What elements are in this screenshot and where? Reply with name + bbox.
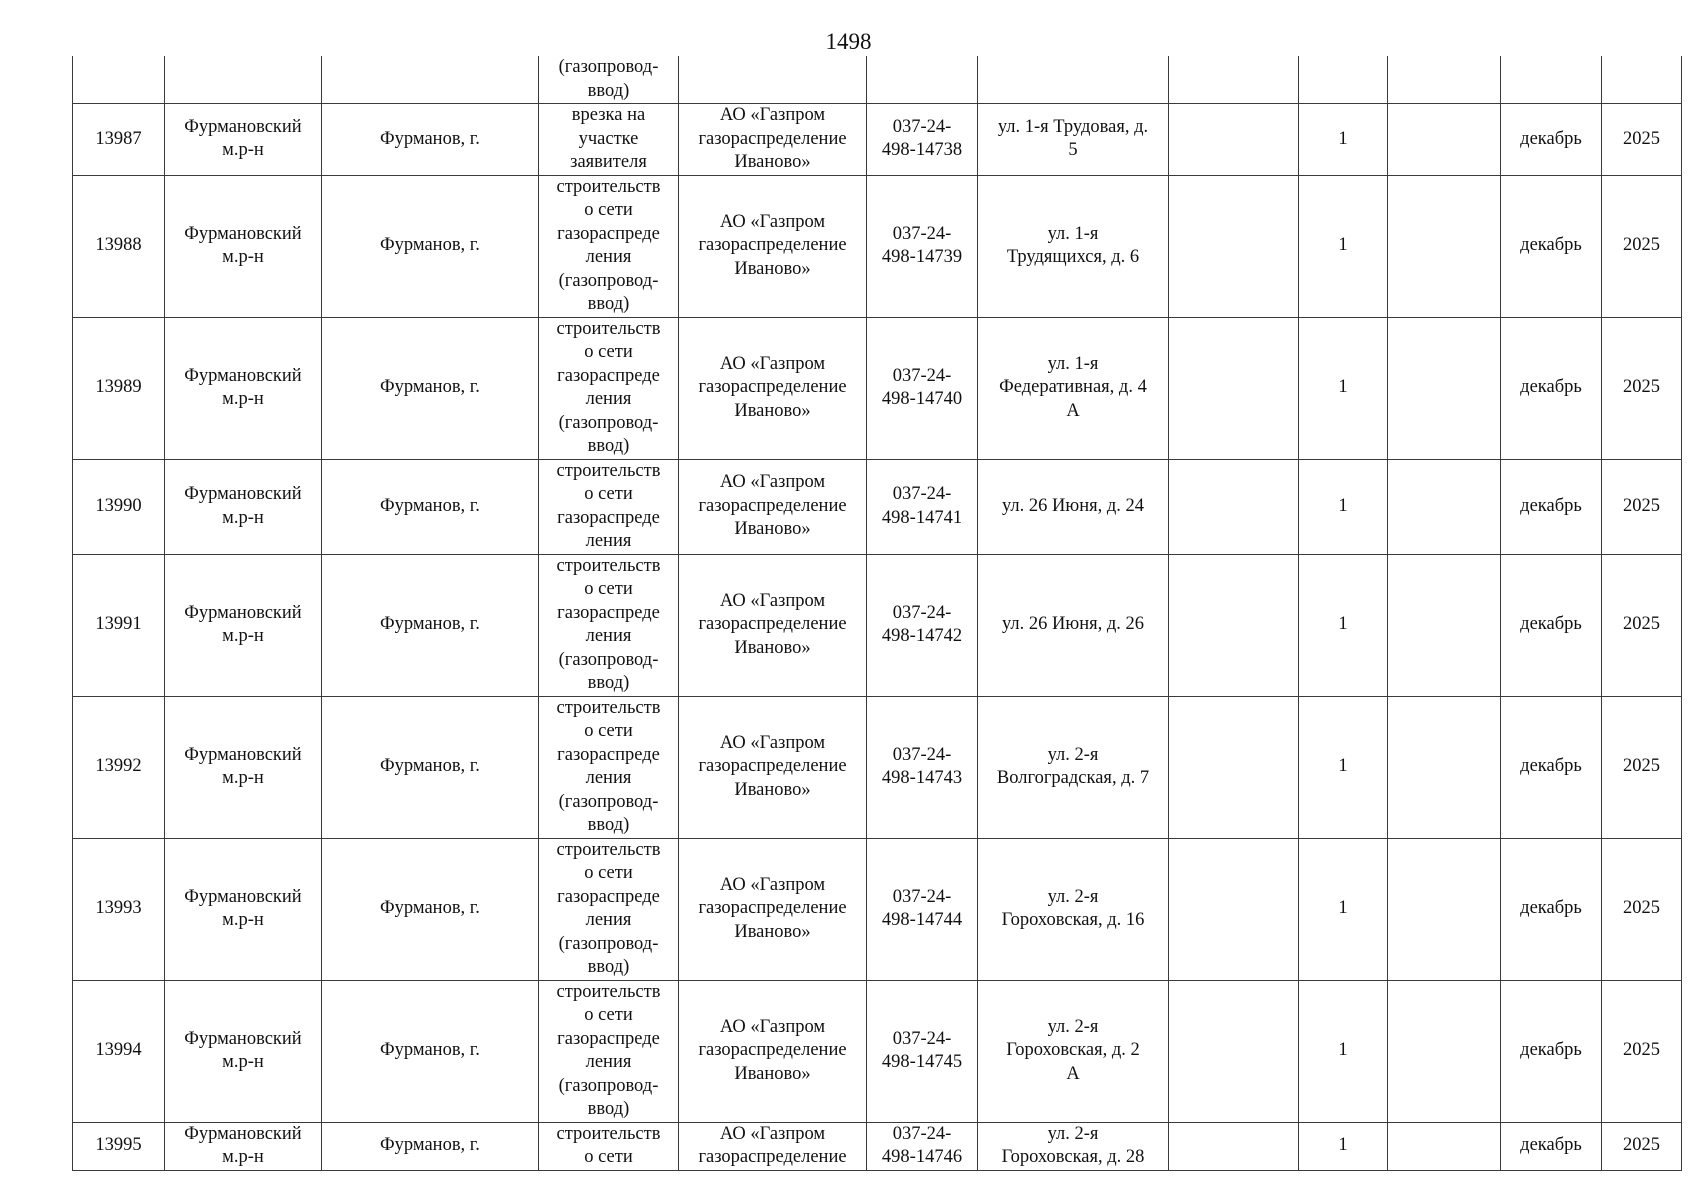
cell-work-type-line: газораспреде: [557, 1028, 660, 1049]
cell-code-line: 498-14739: [881, 247, 963, 267]
cell-address-line: А: [1066, 1063, 1080, 1084]
table-row: [73, 696, 1682, 838]
cell-organization-line: АО «Газпром: [719, 353, 826, 374]
cell-work-type: [539, 554, 679, 696]
cell-organization-line: газораспределение: [698, 1040, 847, 1061]
cell-code-line: 037-24-: [892, 223, 952, 244]
cell-code: [867, 459, 978, 554]
cell-work-type-line: (газопровод-: [558, 57, 659, 77]
cell-address: [978, 696, 1169, 838]
cell-code: [867, 175, 978, 317]
cell-locality: Фурманов, г.: [322, 838, 539, 980]
cell-number: 13992: [73, 696, 165, 838]
cell-organization-line: Иваново»: [734, 637, 811, 658]
cell-work-type-line: строительств: [556, 839, 661, 860]
cell-work-type-line: газораспреде: [557, 744, 660, 765]
cell-code-line: 037-24-: [892, 116, 952, 137]
cell-organization-line: АО «Газпром: [719, 472, 826, 493]
cell-code-line: 498-14742: [881, 626, 963, 646]
cell-work-type-line: (газопровод-: [558, 933, 659, 954]
cell-locality: Фурманов, г.: [322, 1122, 539, 1170]
cell-col10: [1388, 554, 1501, 696]
cell-organization-line: газораспределение: [698, 495, 847, 516]
cell-code-line: 498-14744: [881, 910, 963, 930]
cell-district-line: Фурмановский: [184, 365, 302, 386]
cell-month: декабрь: [1501, 459, 1602, 554]
cell-code-line: 498-14745: [881, 1052, 963, 1072]
cell-code-line: 037-24-: [892, 365, 952, 386]
cell-address-line: ул. 2-я: [1047, 1016, 1099, 1037]
cell-district: [165, 838, 322, 980]
cell-year: 2025: [1602, 1122, 1682, 1170]
cell-month: декабрь: [1501, 1122, 1602, 1170]
cell-work-type-line: заявителя: [570, 152, 647, 172]
cell-address-line: ул. 1-я: [1047, 353, 1099, 374]
cell-empty: [165, 56, 322, 104]
cell-organization-line: АО «Газпром: [719, 732, 826, 753]
cell-col8: [1169, 838, 1299, 980]
cell-col8: [1169, 980, 1299, 1122]
cell-work-type: [539, 1122, 679, 1170]
cell-empty: [978, 56, 1169, 104]
cell-work-type-line: о сети: [584, 1147, 633, 1167]
cell-organization-line: газораспределение: [698, 235, 847, 256]
cell-col10: [1388, 104, 1501, 176]
cell-address-line: ул. 1-я: [1047, 223, 1099, 244]
cell-district-line: Фурмановский: [184, 886, 302, 907]
cell-col8: [1169, 1122, 1299, 1170]
cell-work-type-line: строительств: [556, 460, 661, 481]
cell-col10: [1388, 317, 1501, 459]
cell-number: 13988: [73, 175, 165, 317]
cell-work-type: [539, 838, 679, 980]
cell-district-line: Фурмановский: [184, 744, 302, 765]
cell-work-type-line: строительств: [556, 1123, 661, 1144]
cell-work-type-line: о сети: [584, 484, 633, 504]
cell-locality: Фурманов, г.: [322, 696, 539, 838]
cell-code-line: 037-24-: [892, 744, 952, 765]
register-table: [72, 56, 1682, 1171]
cell-district-line: м.р-н: [222, 1052, 264, 1072]
table-body: [73, 56, 1682, 1170]
cell-number: 13993: [73, 838, 165, 980]
cell-organization-line: Иваново»: [734, 779, 811, 800]
cell-address-line: 5: [1068, 140, 1078, 161]
cell-month: декабрь: [1501, 554, 1602, 696]
cell-col8: [1169, 175, 1299, 317]
cell-number: 13991: [73, 554, 165, 696]
cell-address-line: Федеративная, д. 4: [999, 377, 1147, 398]
cell-work-type-line: газораспреде: [557, 365, 660, 386]
cell-month: декабрь: [1501, 317, 1602, 459]
table-row: [73, 1122, 1682, 1170]
cell-empty: [1501, 56, 1602, 104]
table-row: [73, 317, 1682, 459]
cell-address-line: Гороховская, д. 2: [1006, 1040, 1140, 1061]
cell-code-line: 037-24-: [892, 1028, 952, 1049]
cell-organization: [679, 459, 867, 554]
cell-year: 2025: [1602, 459, 1682, 554]
cell-year: 2025: [1602, 696, 1682, 838]
cell-col10: [1388, 1122, 1501, 1170]
cell-work-type-line: ления: [585, 768, 632, 788]
table-row-continuation: [73, 56, 1682, 104]
cell-district-line: м.р-н: [222, 768, 264, 788]
cell-work-type-line: о сети: [584, 200, 633, 220]
cell-empty: [73, 56, 165, 104]
cell-address: [978, 1122, 1169, 1170]
cell-empty: [679, 56, 867, 104]
cell-work-type-line: ления: [585, 1052, 632, 1072]
cell-organization-line: АО «Газпром: [719, 874, 826, 895]
cell-district: [165, 1122, 322, 1170]
cell-address: [978, 104, 1169, 176]
cell-number: 13995: [73, 1122, 165, 1170]
cell-work-type-line: (газопровод-: [558, 649, 659, 670]
cell-col10: [1388, 838, 1501, 980]
cell-district-line: Фурмановский: [184, 1028, 302, 1049]
cell-work-type-line: ления: [585, 531, 632, 551]
cell-work-type-line: ввод): [587, 80, 630, 101]
cell-organization: [679, 1122, 867, 1170]
cell-empty: [1169, 56, 1299, 104]
cell-year: 2025: [1602, 838, 1682, 980]
cell-district: [165, 696, 322, 838]
cell-month: декабрь: [1501, 980, 1602, 1122]
cell-quantity: 1: [1299, 175, 1388, 317]
cell-year: 2025: [1602, 175, 1682, 317]
cell-work-type-line: газораспреде: [557, 602, 660, 623]
cell-work-type: [539, 980, 679, 1122]
cell-address: [978, 317, 1169, 459]
cell-work-type-line: о сети: [584, 863, 633, 883]
cell-organization-line: Иваново»: [734, 1063, 811, 1084]
cell-number: 13989: [73, 317, 165, 459]
cell-work-type-line: строительств: [556, 555, 661, 576]
cell-district: [165, 175, 322, 317]
cell-organization: [679, 696, 867, 838]
cell-organization: [679, 838, 867, 980]
table-row: [73, 459, 1682, 554]
cell-district: [165, 980, 322, 1122]
cell-work-type-line: строительств: [556, 318, 661, 339]
cell-empty: [1299, 56, 1388, 104]
cell-empty: [1388, 56, 1501, 104]
cell-quantity: 1: [1299, 459, 1388, 554]
cell-district-line: м.р-н: [222, 626, 264, 646]
table-row: [73, 980, 1682, 1122]
cell-address-line: А: [1066, 400, 1080, 421]
cell-quantity: 1: [1299, 838, 1388, 980]
page-number: 1498: [825, 29, 872, 54]
cell-organization-line: Иваново»: [734, 921, 811, 942]
cell-empty: [322, 56, 539, 104]
cell-address-line: Волгоградская, д. 7: [996, 768, 1150, 788]
cell-district: [165, 554, 322, 696]
cell-organization: [679, 104, 867, 176]
cell-code-line: 498-14743: [881, 768, 963, 788]
cell-year: 2025: [1602, 104, 1682, 176]
cell-address-line: Трудящихся, д. 6: [1006, 247, 1140, 267]
cell-address-line: ул. 26 Июня, д. 24: [1001, 495, 1145, 516]
cell-work-type-line: строительств: [556, 981, 661, 1002]
cell-district-line: м.р-н: [222, 507, 264, 528]
cell-work-type-line: ления: [585, 910, 632, 930]
cell-organization-line: газораспределение: [698, 1147, 847, 1167]
cell-col10: [1388, 175, 1501, 317]
cell-year: 2025: [1602, 980, 1682, 1122]
cell-address-line: ул. 26 Июня, д. 26: [1001, 614, 1145, 635]
cell-code-line: 037-24-: [892, 484, 952, 504]
cell-district-line: Фурмановский: [184, 116, 302, 137]
cell-work-type-line: газораспреде: [557, 223, 660, 244]
cell-organization-line: газораспределение: [698, 898, 847, 919]
cell-work-type-line: ввод): [587, 294, 630, 314]
cell-organization-line: Иваново»: [734, 400, 811, 421]
cell-organization-line: Иваново»: [734, 152, 811, 172]
cell-work-type: [539, 175, 679, 317]
cell-locality: Фурманов, г.: [322, 317, 539, 459]
cell-month: декабрь: [1501, 838, 1602, 980]
cell-work-type: [539, 459, 679, 554]
cell-code: [867, 696, 978, 838]
cell-year: 2025: [1602, 317, 1682, 459]
cell-work-type-line: газораспреде: [557, 886, 660, 907]
cell-work-type-line: о сети: [584, 1005, 633, 1025]
table-row: [73, 175, 1682, 317]
cell-district-line: м.р-н: [222, 910, 264, 930]
cell-col10: [1388, 459, 1501, 554]
cell-code-line: 037-24-: [892, 886, 952, 907]
cell-work-type-line: участке: [578, 128, 639, 149]
cell-work-type-line: ления: [585, 389, 632, 409]
cell-work-type: [539, 56, 679, 104]
cell-work-type-line: о сети: [584, 342, 633, 362]
cell-col8: [1169, 554, 1299, 696]
cell-col10: [1388, 696, 1501, 838]
cell-col8: [1169, 459, 1299, 554]
cell-work-type-line: врезка на: [571, 105, 646, 125]
cell-district-line: м.р-н: [222, 1147, 264, 1167]
cell-locality: Фурманов, г.: [322, 554, 539, 696]
cell-organization-line: АО «Газпром: [719, 105, 826, 125]
cell-empty: [867, 56, 978, 104]
cell-code-line: 498-14746: [881, 1147, 963, 1167]
cell-col8: [1169, 317, 1299, 459]
cell-code-line: 037-24-: [892, 1123, 952, 1144]
cell-locality: Фурманов, г.: [322, 459, 539, 554]
cell-locality: Фурманов, г.: [322, 175, 539, 317]
cell-work-type-line: (газопровод-: [558, 1075, 659, 1096]
cell-code: [867, 104, 978, 176]
cell-year: 2025: [1602, 554, 1682, 696]
cell-work-type-line: о сети: [584, 579, 633, 599]
cell-work-type: [539, 104, 679, 176]
cell-work-type-line: ввод): [587, 673, 630, 693]
cell-district-line: м.р-н: [222, 389, 264, 409]
cell-organization-line: АО «Газпром: [719, 590, 826, 611]
cell-organization-line: газораспределение: [698, 614, 847, 635]
cell-district: [165, 317, 322, 459]
cell-organization-line: АО «Газпром: [719, 211, 826, 232]
cell-address: [978, 980, 1169, 1122]
cell-district-line: м.р-н: [222, 140, 264, 161]
cell-organization-line: Иваново»: [734, 258, 811, 279]
cell-address-line: ул. 2-я: [1047, 744, 1099, 765]
cell-address-line: Гороховская, д. 28: [1001, 1147, 1145, 1167]
cell-organization: [679, 554, 867, 696]
cell-address-line: Гороховская, д. 16: [1001, 910, 1145, 930]
cell-quantity: 1: [1299, 554, 1388, 696]
cell-month: декабрь: [1501, 104, 1602, 176]
cell-work-type-line: (газопровод-: [558, 270, 659, 291]
cell-work-type-line: ления: [585, 626, 632, 646]
cell-locality: Фурманов, г.: [322, 104, 539, 176]
cell-work-type-line: ввод): [587, 957, 630, 977]
cell-work-type-line: (газопровод-: [558, 412, 659, 433]
cell-district: [165, 104, 322, 176]
cell-col8: [1169, 696, 1299, 838]
cell-district-line: Фурмановский: [184, 1123, 302, 1144]
cell-work-type-line: о сети: [584, 721, 633, 741]
cell-code-line: 498-14741: [881, 507, 963, 528]
cell-code: [867, 1122, 978, 1170]
cell-work-type: [539, 317, 679, 459]
cell-empty: [1602, 56, 1682, 104]
cell-address-line: ул. 1-я Трудовая, д.: [997, 116, 1149, 137]
cell-work-type-line: (газопровод-: [558, 791, 659, 812]
cell-col8: [1169, 104, 1299, 176]
cell-month: декабрь: [1501, 696, 1602, 838]
cell-district-line: Фурмановский: [184, 223, 302, 244]
cell-organization: [679, 175, 867, 317]
cell-work-type-line: ввод): [587, 1099, 630, 1119]
cell-work-type-line: строительств: [556, 697, 661, 718]
cell-work-type-line: ления: [585, 247, 632, 267]
cell-code: [867, 838, 978, 980]
cell-number: 13990: [73, 459, 165, 554]
cell-number: 13994: [73, 980, 165, 1122]
cell-organization-line: газораспределение: [698, 128, 847, 149]
cell-work-type-line: газораспреде: [557, 507, 660, 528]
cell-work-type-line: ввод): [587, 815, 630, 835]
cell-address: [978, 459, 1169, 554]
cell-address: [978, 838, 1169, 980]
cell-quantity: 1: [1299, 104, 1388, 176]
cell-work-type-line: ввод): [587, 436, 630, 456]
cell-address-line: ул. 2-я: [1047, 886, 1099, 907]
cell-district-line: Фурмановский: [184, 602, 302, 623]
cell-organization: [679, 980, 867, 1122]
cell-quantity: 1: [1299, 980, 1388, 1122]
cell-code: [867, 317, 978, 459]
table-row: [73, 104, 1682, 176]
cell-address-line: ул. 2-я: [1047, 1123, 1099, 1144]
cell-number: 13987: [73, 104, 165, 176]
cell-quantity: 1: [1299, 1122, 1388, 1170]
cell-address: [978, 554, 1169, 696]
cell-district-line: Фурмановский: [184, 484, 302, 504]
cell-organization-line: газораспределение: [698, 756, 847, 777]
cell-quantity: 1: [1299, 696, 1388, 838]
cell-code-line: 498-14738: [881, 140, 963, 161]
cell-quantity: 1: [1299, 317, 1388, 459]
cell-organization: [679, 317, 867, 459]
cell-district-line: м.р-н: [222, 247, 264, 267]
table-row: [73, 554, 1682, 696]
cell-organization-line: АО «Газпром: [719, 1123, 826, 1144]
cell-col10: [1388, 980, 1501, 1122]
cell-work-type-line: строительств: [556, 176, 661, 197]
cell-organization-line: АО «Газпром: [719, 1016, 826, 1037]
cell-code-line: 037-24-: [892, 602, 952, 623]
cell-locality: Фурманов, г.: [322, 980, 539, 1122]
cell-code: [867, 554, 978, 696]
cell-work-type: [539, 696, 679, 838]
table-row: [73, 838, 1682, 980]
cell-month: декабрь: [1501, 175, 1602, 317]
cell-code: [867, 980, 978, 1122]
cell-code-line: 498-14740: [881, 389, 963, 409]
cell-district: [165, 459, 322, 554]
cell-address: [978, 175, 1169, 317]
cell-organization-line: газораспределение: [698, 377, 847, 398]
cell-organization-line: Иваново»: [734, 519, 811, 540]
